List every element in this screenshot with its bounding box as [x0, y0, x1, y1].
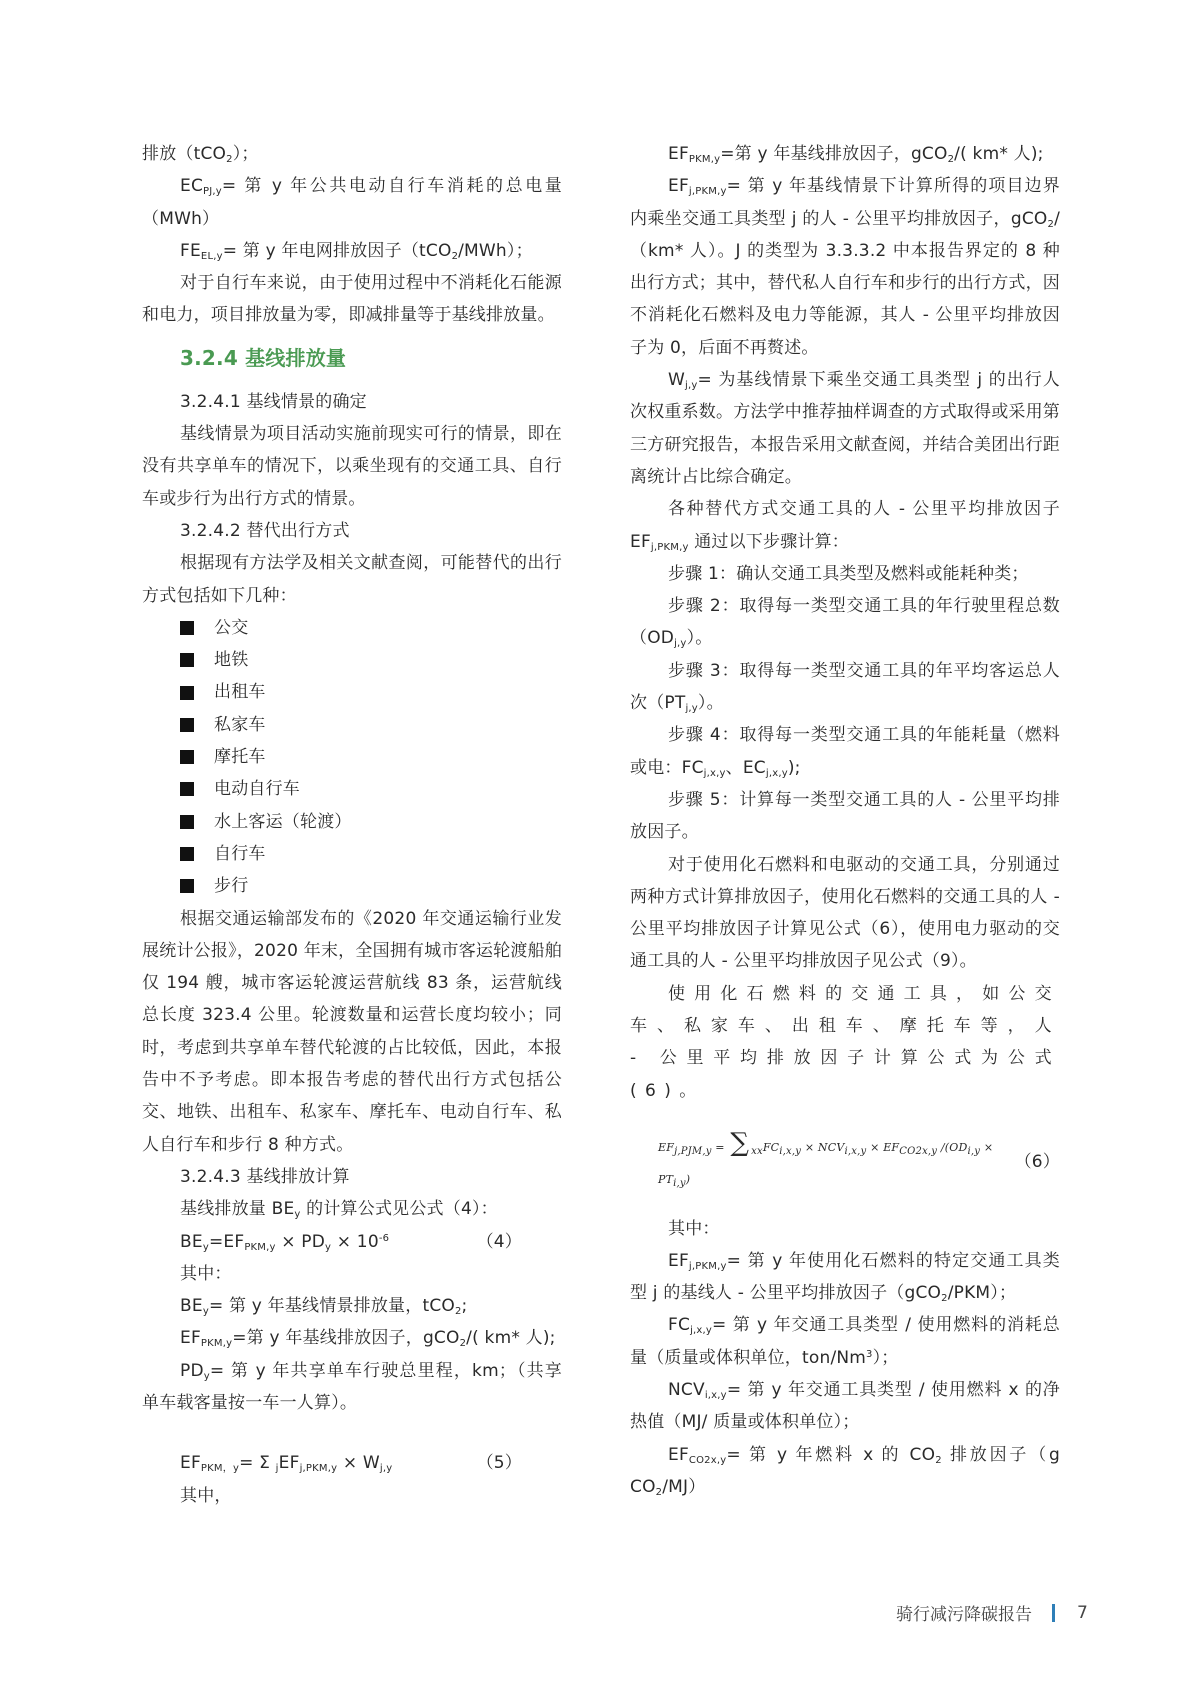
formula-4-expression: $BE_y=EF_{PKM,y} \times PD_y \times 10^{-6}$: [180, 1231, 390, 1253]
formula-6: [630, 1127, 1060, 1197]
square-bullet-icon: [180, 815, 194, 829]
definition-be: $BE_y=$ 第 y 年基线情景排放量，tCO$_2$;: [180, 1296, 468, 1318]
baseline-scenario-paragraph: 基线情景为项目活动实施前现实可行的情景，即在没有共享单车的情况下，以乘坐现有的交通工具、自行车或步行为出行方式的情景。: [142, 424, 562, 509]
step-2: 步骤 2：取得每一类型交通工具的年行驶里程总数$(OD_{j,y})$。: [630, 596, 1060, 650]
definition-ef-pkm: $EF_{PKM,y}=$第 y 年基线排放因子，gCO$_2$/( km* 人);: [180, 1328, 556, 1350]
fossil-electric-paragraph: 对于使用化石燃料和电驱动的交通工具，分别通过两种方式计算排放因子，使用化石燃料的交通工具的人 - 公里平均排放因子计算见公式（6），使用电力驱动的交通工具的人 - 公里平均排放因子见公式（9）。: [630, 854, 1060, 972]
formula-4-number: （4）: [476, 1231, 522, 1252]
alternative-modes-list: [142, 612, 562, 903]
list-item: 自行车: [142, 838, 562, 870]
definition-ncv: $NCV_{i,x,y}=$ 第 y 年交通工具类型 / 使用燃料 x 的净热值（MJ/ 质量或体积单位）；: [630, 1379, 1060, 1433]
formula-5-expression: $EF_{PKM,y}= \Sigma$ $_jEF_{j,PKM,y} \times W_{j,y}$: [180, 1453, 393, 1475]
step-5: 步骤 5：计算每一类型交通工具的人 - 公里平均排放因子。: [630, 789, 1060, 843]
list-item: 私家车: [142, 709, 562, 741]
left-column: [142, 138, 562, 1512]
page-number: 7: [1077, 1602, 1088, 1623]
bicycle-paragraph: 对于自行车来说，由于使用过程中不消耗化石能源和电力，项目排放量为零，即减排量等于基线排放量。: [142, 273, 562, 326]
definition-pd: $PD_y=$ 第 y 年共享单车行驶总里程，km；（共享单车载客量按一车一人算）。: [142, 1360, 562, 1413]
footer-separator: [1052, 1604, 1055, 1622]
square-bullet-icon: [180, 782, 194, 796]
definition-ef-pkm-right: $EF_{PKM,y}=$第 y 年基线排放因子，gCO$_2$/( km* 人);: [668, 144, 1044, 165]
square-bullet-icon: [180, 686, 194, 700]
definition-w: $W_{j,y}=$ 为基线情景下乘坐交通工具类型 j 的出行人次权重系数。方法学中推荐抽样调查的方式取得或采用第三方研究报告，本报告采用文献查阅，并结合美团出行距离统计占比综合确定。: [630, 370, 1060, 487]
definition-ef-co2: $EF_{CO2x,y}=$ 第 y 年燃料 x 的 $CO_2$ 排放因子（g $CO_2/MJ$）: [630, 1444, 1060, 1498]
square-bullet-icon: [180, 750, 194, 764]
definition-ec: $EC_{PJ,y}=$ 第 y 年公共电动自行车消耗的总电量（MWh）: [142, 176, 562, 229]
square-bullet-icon: [180, 879, 194, 893]
subsection-title-3: 3.2.4.3 基线排放计算: [180, 1166, 350, 1187]
formula-6-number: （6）: [1014, 1151, 1060, 1172]
report-title: 骑行减污降碳报告: [896, 1605, 1032, 1625]
section-heading: 3.2.4 基线排放量: [180, 345, 347, 370]
step-4: 步骤 4：取得每一类型交通工具的年能耗量（燃料或电：$FC_{j,x,y}$、$EC_{j,x,y}$);: [630, 725, 1060, 779]
square-bullet-icon: [180, 847, 194, 861]
step-3: 步骤 3：取得每一类型交通工具的年平均客运总人次$(PT_{j,y})$。: [630, 660, 1060, 715]
steps-intro: 各种替代方式交通工具的人 - 公里平均排放因子 $EF_{j,PKM,y}$ 通过以下步骤计算：: [630, 499, 1060, 553]
list-item: 步行: [142, 870, 562, 902]
list-item: 摩托车: [142, 741, 562, 773]
definition-fe: $FE_{EL,y}=$ 第 y 年电网排放因子（tCO$_2$/MWh）；: [180, 240, 533, 262]
formula-5-number: （5）: [476, 1453, 522, 1474]
list-item: 水上客运（轮渡）: [142, 806, 562, 838]
list-item: 公交: [142, 612, 562, 644]
definition-ef-j: $EF_{j,PKM,y}=$ 第 y 年基线情景下计算所得的项目边界内乘坐交通工具类型 j 的人 - 公里平均排放因子，gCO$_2$/（km* 人）。J 的类型为 3.3.3.2 中本报告界定的 8 种出行方式；其中，替代私人自行车和步行的出行方式，因不消耗化石燃料及电力等能源，其人 - 公里平均排放因子为 0，后面不再赘述。: [630, 176, 1060, 358]
ferry-paragraph: 根据交通运输部发布的《2020 年交通运输行业发展统计公报》，2020 年末，全国拥有城市客运轮渡船舶仅 194 艘，城市客运轮渡运营航线 83 条，运营航线总长度 323.4 公里。轮渡数量和运营长度均较小；同时，考虑到共享单车替代轮渡的占比较低，因此，本报告中不予考虑。即本报告考虑的替代出行方式包括公交、地铁、出租车、私家车、摩托车、电动自行车、私人自行车和步行 8 种方式。: [142, 908, 562, 1155]
list-item: 地铁: [142, 644, 562, 676]
where-label-right: 其中：: [668, 1218, 720, 1239]
alternative-modes-paragraph: 根据现有方法学及相关文献查阅，可能替代的出行方式包括如下几种：: [142, 553, 562, 606]
where-label: 其中：: [180, 1263, 232, 1284]
square-bullet-icon: [180, 718, 194, 732]
formula-5: [142, 1447, 562, 1479]
formula-6-expression: $EF_{j,PJM,y}$ = ∑ $_{xx}FC_{i,x,y} \times NCV_{i,x,y} \times EF_{CO2x,y}$ $/(OD_{i,y} \times PT_{i,y})$: [658, 1127, 994, 1190]
list-item: 出租车: [142, 676, 562, 708]
square-bullet-icon: [180, 653, 194, 667]
where-label-2: 其中，: [180, 1485, 232, 1506]
definition-ef-j-fossil: $EF_{j,PKM,y}=$ 第 y 年使用化石燃料的特定交通工具类型 j 的基线人 - 公里平均排放因子（gCO$_2$/PKM）；: [630, 1250, 1060, 1305]
sigma-symbol: ∑: [730, 1127, 750, 1158]
square-bullet-icon: [180, 621, 194, 635]
list-item: 电动自行车: [142, 773, 562, 805]
subsection-title-1: 3.2.4.1 基线情景的确定: [180, 391, 367, 412]
formula-4-intro: 基线排放量 $BE_y$ 的计算公式见公式（4）：: [180, 1199, 498, 1221]
right-column: [630, 138, 1060, 1503]
page-footer: [896, 1600, 1088, 1625]
fossil-formula-paragraph: 使用化石燃料的交通工具，如公交车、私家车、出租车、摩托车等，人 - 公里平均排放因子计算公式为公式(6)。: [630, 983, 1060, 1101]
formula-4: [142, 1226, 562, 1258]
step-1: 步骤 1：确认交通工具类型及燃料或能耗种类；: [668, 563, 1029, 584]
emission-line: 排放（tCO$_2$）；: [142, 144, 259, 165]
subsection-title-2: 3.2.4.2 替代出行方式: [180, 520, 350, 541]
definition-fc: $FC_{j,x,y}=$ 第 y 年交通工具类型 / 使用燃料的消耗总量（质量或体积单位，ton/Nm$^3$）；: [630, 1315, 1060, 1368]
